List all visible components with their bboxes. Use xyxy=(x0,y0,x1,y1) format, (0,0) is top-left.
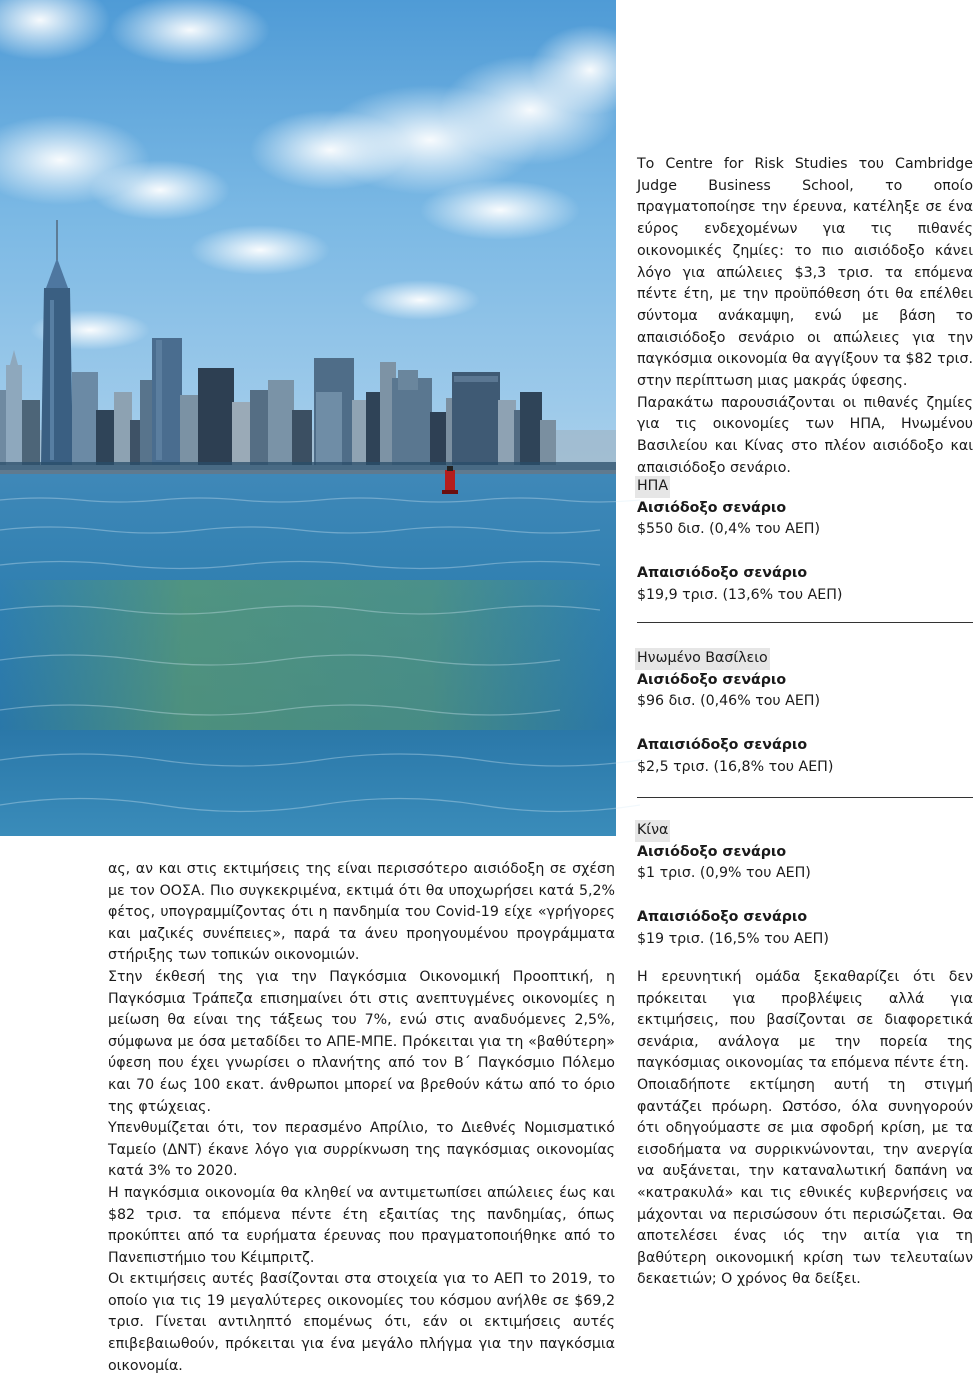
left-article-text xyxy=(108,859,615,1377)
closing-text xyxy=(637,967,973,1291)
intro-text xyxy=(637,154,973,480)
pessimistic-label: Απαισιόδοξο σενάριο xyxy=(637,908,808,925)
pessimistic-value: $2,5 τρισ. (16,8% του ΑΕΠ) xyxy=(637,758,834,775)
pessimistic-value: $19 τρισ. (16,5% του ΑΕΠ) xyxy=(637,930,829,947)
left-paragraph-1: ας, αν και στις εκτιμήσεις της είναι περισσότερο αισιόδοξη σε σχέση με τον ΟΟΣΑ. Πιο συγκεκριμένα, εκτιμά ότι θα υποχωρήσει κατά 5,2% φέτος, υπογραμμίζοντας ότι η πανδημία του Covid-19 είχε «γρήγορες και μαζικές συνέπειες», παρά τα άνευ προηγουμένου προγράμματα στήριξης των τοπικών οικονομιών. xyxy=(108,861,615,964)
pessimistic-label: Απαισιόδοξο σενάριο xyxy=(637,736,808,753)
skyline-illustration xyxy=(0,0,616,836)
intro-paragraph-2: Παρακάτω παρουσιάζονται οι πιθανές ζημίες για τις οικονομίες των ΗΠΑ, Ηνωμένου Βασιλείου και Κίνας στο πλέον αισιόδοξο και απαισιόδοξο σενάριο. xyxy=(637,394,973,476)
optimistic-value: $96 δισ. (0,46% του ΑΕΠ) xyxy=(637,693,821,710)
closing-paragraph-1: Η ερευνητική ομάδα ξεκαθαρίζει ότι δεν πρόκειται για προβλέψεις αλλά για εκτιμήσεις, που βασίζονται σε διαφορετικά σενάρια, ανάλογα με την πορεία της παγκόσμιας οικονομίας τα επόμενα πέντε έτη. xyxy=(637,969,973,1072)
skyline-photo xyxy=(0,0,616,836)
country-section-china xyxy=(637,820,973,950)
left-paragraph-3: Υπενθυμίζεται ότι, τον περασμένο Απρίλιο, το Διεθνές Νομισματικό Ταμείο (ΔΝΤ) έκανε λόγο για συρρίκνωση της παγκόσμιας οικονομίας κατά 3% το 2020. xyxy=(108,1120,615,1180)
optimistic-label: Αισιόδοξο σενάριο xyxy=(637,671,787,688)
country-section-uk xyxy=(637,648,973,778)
intro-paragraph-1: Το Centre for Risk Studies του Cambridge Judge Business School, το οποίο πραγματοποίησε την έρευνα, κατέληξε σε ένα εύρος ενδεχομένων για τις πιθανές οικονομικές ζημίες: το πιο αισιόδοξο κάνει λόγο για απώλειες $3,3 τρισ. τα επόμενα πέντε έτη, με την προϋπόθεση ότι θα επέλθει σύντομα ανάκαμψη, ενώ με βάση το απαισιόδοξο σενάριο οι απώλειες για την παγκόσμια οικονομία θα αγγίξουν τα $82 τρισ. στην περίπτωση μιας μακράς ύφεσης. xyxy=(637,156,973,390)
pessimistic-value: $19,9 τρισ. (13,6% του ΑΕΠ) xyxy=(637,586,843,603)
country-name: ΗΠΑ xyxy=(635,476,670,498)
country-section-usa xyxy=(637,476,973,606)
optimistic-label: Αισιόδοξο σενάριο xyxy=(637,499,787,516)
section-divider xyxy=(637,797,973,798)
left-paragraph-4: Η παγκόσμια οικονομία θα κληθεί να αντιμετωπίσει απώλειες έως και $82 τρισ. τα επόμενα πέντε έτη εξαιτίας της πανδημίας, όπως προκύπτει από τα ευρήματα έρευνας που πραγματοποιήθηκε από το Πανεπιστήμιο του Κέιμπριτζ. xyxy=(108,1184,615,1266)
country-name: Κίνα xyxy=(635,820,670,842)
pessimistic-label: Απαισιόδοξο σενάριο xyxy=(637,564,808,581)
left-paragraph-2: Στην έκθεσή της για την Παγκόσμια Οικονομική Προοπτική, η Παγκόσμια Τράπεζα επισημαίνει ότι στις ανεπτυγμένες οικονομίες η μείωση θα είναι της τάξεως του 7%, ενώ στις αναδυόμενες 2,5%, σύμφωνα με όσα μεταδίδει το ΑΠΕ-ΜΠΕ. Πρόκειται για τη «βαθύτερη» ύφεση που έχει γνωρίσει ο πλανήτης από τον Β΄ Παγκόσμιο Πόλεμο και 70 έως 100 εκατ. άνθρωποι μπορεί να βρεθούν κάτω από το όριο της φτώχειας. xyxy=(108,968,615,1115)
left-paragraph-5: Οι εκτιμήσεις αυτές βασίζονται στα στοιχεία για το ΑΕΠ το 2019, το οποίο για τις 19 μεγαλύτερες οικονομίες του κόσμου ανήλθε σε $69,2 τρισ. Γίνεται αντιληπτό επομένως ότι, εάν οι εκτιμήσεις αυτές επιβεβαιωθούν, πρόκειται για ένα μεγάλο πλήγμα για την παγκόσμια οικονομία. xyxy=(108,1271,615,1374)
optimistic-value: $550 δισ. (0,4% του ΑΕΠ) xyxy=(637,521,821,538)
section-divider xyxy=(637,622,973,623)
closing-paragraph-2: Οποιαδήποτε εκτίμηση αυτή τη στιγμή φαντάζει πρόωρη. Ωστόσο, όλα συνηγορούν ότι οδηγούμαστε σε μια σφοδρή κρίση, με τα εισοδήματα να συρρικνώνονται, την ανεργία να αυξάνεται, την καταναλωτική δαπάνη να «κατρακυλά» και τις εθνικές κυβερνήσεις να μάχονται να περισώσουν ότι περισώζεται. Θα αποτελέσει ένας ιός την αιτία για τη βαθύτερη οικονομική κρίση των τελευταίων δεκαετιών; Ο χρόνος θα δείξει. xyxy=(637,1076,973,1288)
optimistic-value: $1 τρισ. (0,9% του ΑΕΠ) xyxy=(637,865,811,882)
optimistic-label: Αισιόδοξο σενάριο xyxy=(637,843,787,860)
country-name: Ηνωμένο Βασίλειο xyxy=(635,648,770,670)
